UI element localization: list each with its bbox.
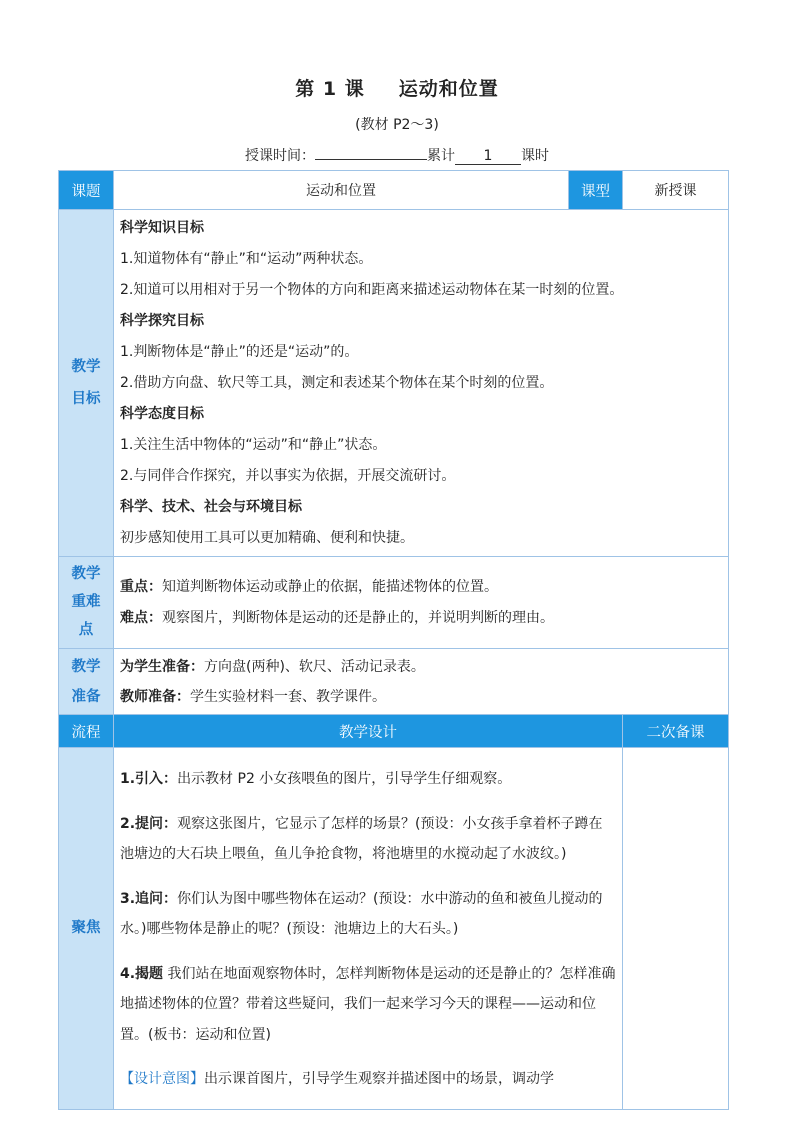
class-time-label: 授课时间： — [245, 148, 315, 164]
preparation-label: 教学准备 — [59, 649, 114, 715]
design-intent: 【设计意图】出示课首图片，引导学生观察并描述图中的场景，调动学 — [120, 1071, 554, 1087]
student-preparation: 为学生准备：方向盘(两种)、软尺、活动记录表。 — [120, 659, 425, 675]
hours-label: 课时 — [521, 148, 549, 164]
goal-item: 2.借助方向盘、软尺等工具，测定和表述某个物体在某个时刻的位置。 — [120, 375, 554, 391]
lesson-plan-table — [58, 170, 729, 1110]
goals-label: 教学目标 — [59, 210, 114, 557]
goal-heading-knowledge: 科学知识目标 — [120, 220, 204, 236]
difficult-point: 难点：观察图片，判断物体是运动的还是静止的，并说明判断的理由。 — [120, 610, 554, 626]
key-point: 重点：知道判断物体运动或静止的依据，能描述物体的位置。 — [120, 579, 498, 595]
goal-item: 1.判断物体是“静止”的还是“运动”的。 — [120, 344, 359, 360]
key-points-label: 教学重难点 — [59, 557, 114, 649]
goals-content — [114, 210, 729, 557]
key-points-row — [59, 557, 729, 649]
topic-label: 课题 — [59, 171, 114, 210]
key-points-content — [114, 557, 729, 649]
preparation-content — [114, 649, 729, 715]
topic-row — [59, 171, 729, 210]
goal-item: 2.与同伴合作探究，并以事实为依据，开展交流研讨。 — [120, 468, 456, 484]
lesson-title — [0, 74, 794, 101]
design-header: 教学设计 — [114, 715, 623, 748]
textbook-reference: (教材 P2～3) — [355, 117, 439, 133]
flow-header: 流程 — [59, 715, 114, 748]
focus-content — [114, 748, 623, 1110]
step-follow-up: 3.追问：你们认为图中哪些物体在运动？(预设：水中游动的鱼和被鱼儿搅动的水。)哪些物体是静止的呢？(预设：池塘边上的大石头。) — [120, 890, 603, 937]
goal-heading-attitude: 科学态度目标 — [120, 406, 204, 422]
type-label: 课型 — [569, 171, 623, 210]
class-time-blank[interactable] — [315, 159, 427, 160]
lesson-name: 运动和位置 — [398, 78, 499, 100]
goal-item: 1.知道物体有“静止”和“运动”两种状态。 — [120, 251, 373, 267]
cumulative-value: 1 — [455, 148, 521, 165]
step-question: 2.提问：观察这张图片，它显示了怎样的场景？(预设：小女孩手拿着杯子蹲在池塘边的大石块上喂鱼，鱼儿争抢食物，将池塘里的水搅动起了水波纹。) — [120, 815, 603, 862]
focus-stage-label: 聚焦 — [59, 748, 114, 1110]
step-reveal: 4.揭题 我们站在地面观察物体时，怎样判断物体是运动的还是静止的？怎样准确地描述物体的位置？带着这些疑问，我们一起来学习今天的课程——运动和位置。(板书：运动和位置) — [120, 965, 616, 1043]
goal-item: 1.关注生活中物体的“运动”和“静止”状态。 — [120, 437, 387, 453]
goals-row — [59, 210, 729, 557]
topic-value: 运动和位置 — [114, 171, 569, 210]
goal-item: 2.知道可以用相对于另一个物体的方向和距离来描述运动物体在某一时刻的位置。 — [120, 282, 624, 298]
class-time-line — [0, 145, 794, 165]
lesson-number: 第 1 课 — [295, 78, 365, 100]
goal-heading-inquiry: 科学探究目标 — [120, 313, 204, 329]
flow-header-row — [59, 715, 729, 748]
teacher-preparation: 教师准备：学生实验材料一套、教学课件。 — [120, 689, 386, 705]
second-prep-cell[interactable] — [623, 748, 729, 1110]
goal-heading-stse: 科学、技术、社会与环境目标 — [120, 499, 302, 515]
type-value: 新授课 — [623, 171, 729, 210]
second-prep-header: 二次备课 — [623, 715, 729, 748]
step-intro: 1.引入：出示教材 P2 小女孩喂鱼的图片，引导学生仔细观察。 — [120, 771, 512, 787]
focus-row — [59, 748, 729, 1110]
cumulative-label: 累计 — [427, 148, 455, 164]
goal-item: 初步感知使用工具可以更加精确、便利和快捷。 — [120, 530, 414, 546]
preparation-row — [59, 649, 729, 715]
